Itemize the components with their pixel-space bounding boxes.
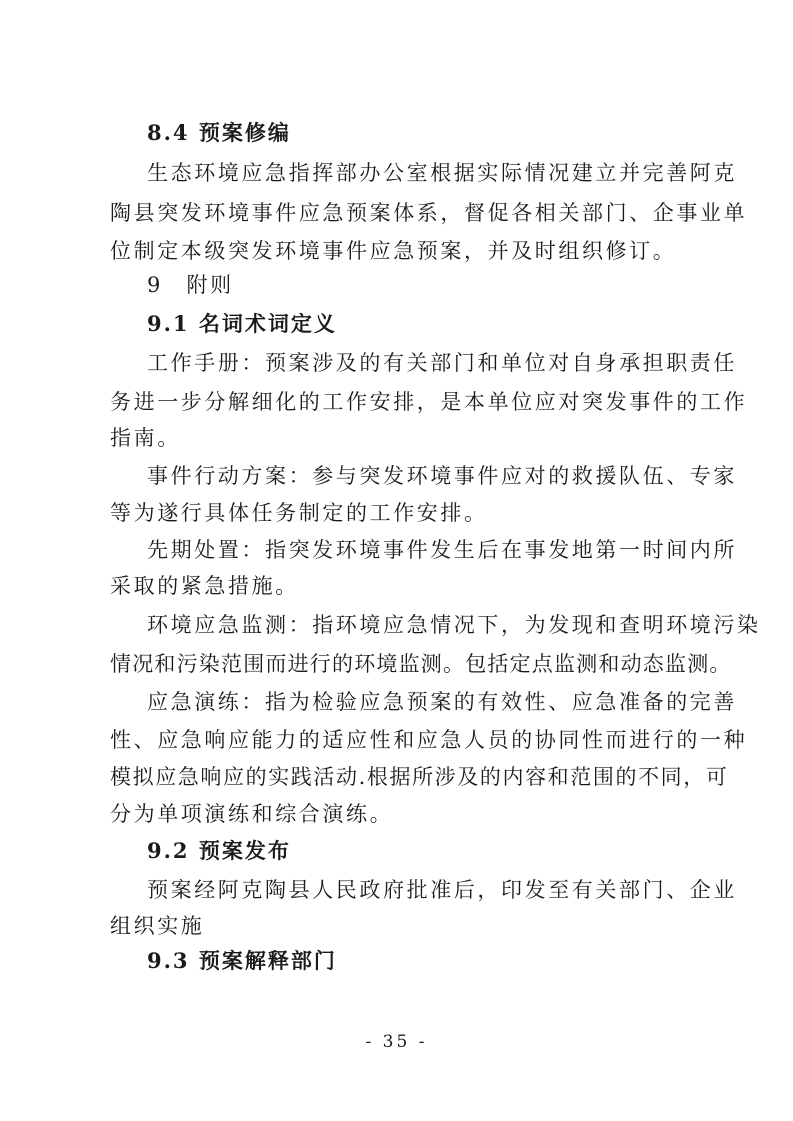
page-number: - 35 - <box>365 1032 428 1052</box>
section-heading-9: 9 附则 <box>147 273 234 297</box>
paragraph-line: 位制定本级突发环境事件应急预案，并及时组织修订。 <box>110 239 677 263</box>
section-heading-9-2: 9.2 预案发布 <box>147 838 291 863</box>
paragraph-line: 先期处置：指突发环境事件发生后在事发地第一时间内所 <box>147 538 737 562</box>
paragraph-line: 工作手册：预案涉及的有关部门和单位对自身承担职责任 <box>147 351 737 375</box>
paragraph-line: 预案经阿克陶县人民政府批准后，印发至有关部门、企业 <box>147 878 737 902</box>
paragraph-line: 生态环境应急指挥部办公室根据实际情况建立并完善阿克 <box>147 161 737 185</box>
paragraph-line: 事件行动方案：参与突发环境事件应对的救援队伍、专家 <box>147 464 737 488</box>
paragraph-line: 情况和污染范围而进行的环境监测。包括定点监测和动态监测。 <box>110 652 732 676</box>
section-heading-8-4: 8.4 预案修编 <box>147 120 291 145</box>
paragraph-line: 环境应急监测：指环境应急情况下，为发现和查明环境污染 <box>147 613 761 637</box>
section-heading-9-1: 9.1 名词术词定义 <box>147 311 337 336</box>
paragraph-line: 分为单项演练和综合演练。 <box>110 802 394 826</box>
paragraph-line: 应急演练：指为检验应急预案的有效性、应急准备的完善 <box>147 690 737 714</box>
section-heading-9-3: 9.3 预案解释部门 <box>147 948 337 973</box>
paragraph-line: 务进一步分解细化的工作安排，是本单位应对突发事件的工作 <box>110 390 748 414</box>
paragraph-line: 组织实施 <box>110 914 205 938</box>
paragraph-line: 指南。 <box>110 426 181 450</box>
paragraph-line: 采取的紧急措施。 <box>110 574 299 598</box>
paragraph-line: 等为遂行具体任务制定的工作安排。 <box>110 501 488 525</box>
paragraph-line: 模拟应急响应的实践活动.根据所涉及的内容和范围的不同，可 <box>110 765 729 789</box>
paragraph-line: 陶县突发环境事件应急预案体系，督促各相关部门、企事业单 <box>110 201 748 225</box>
paragraph-line: 性、应急响应能力的适应性和应急人员的协同性而进行的一种 <box>110 728 748 752</box>
